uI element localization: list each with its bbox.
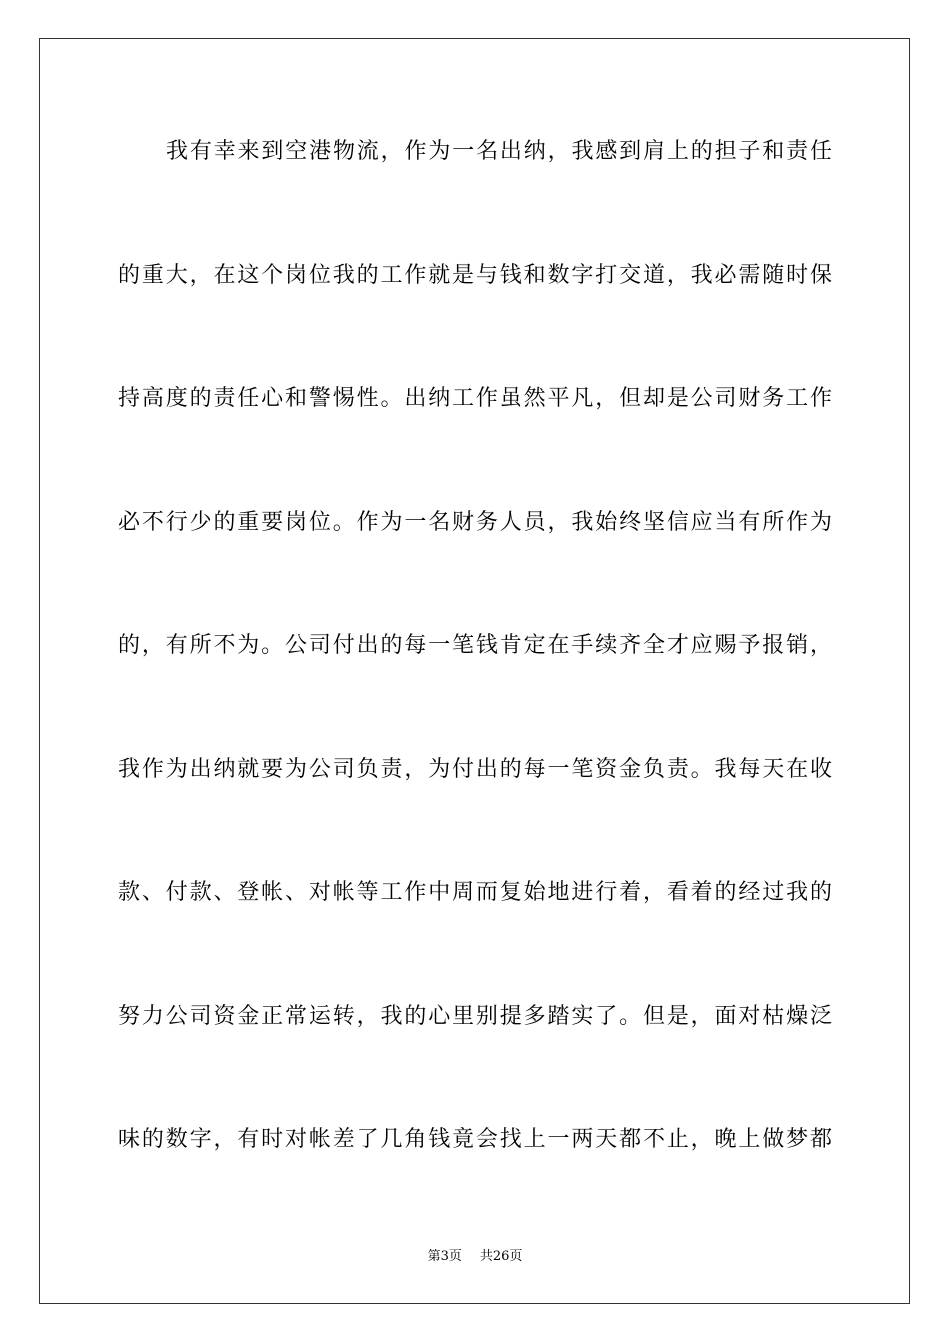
paragraph-line: 必不行少的重要岗位。作为一名财务人员，我始终坚信应当有所作为: [118, 510, 832, 535]
paragraph-line: 的，有所不为。公司付出的每一笔钱肯定在手续齐全才应赐予报销，: [118, 633, 832, 658]
page-border: [39, 38, 910, 1304]
paragraph-line: 努力公司资金正常运转，我的心里别提多踏实了。但是，面对枯燥泛: [118, 1004, 832, 1029]
paragraph-line: 味的数字，有时对帐差了几角钱竟会找上一两天都不止，晚上做梦都: [118, 1127, 832, 1152]
paragraph-line: 我有幸来到空港物流，作为一名出纳，我感到肩上的担子和责任: [166, 139, 832, 164]
paragraph-line: 的重大，在这个岗位我的工作就是与钱和数字打交道，我必需随时保: [118, 263, 832, 288]
page-total: 共26页: [479, 1249, 523, 1264]
paragraph-line: 持高度的责任心和警惕性。出纳工作虽然平凡，但却是公司财务工作: [118, 386, 832, 411]
paragraph-line: 款、付款、登帐、对帐等工作中周而复始地进行着，看着的经过我的: [118, 880, 832, 905]
page-footer: [0, 1248, 950, 1266]
page-number: 第3页: [427, 1249, 462, 1264]
paragraph-line: 我作为出纳就要为公司负责，为付出的每一笔资金负责。我每天在收: [118, 757, 832, 782]
